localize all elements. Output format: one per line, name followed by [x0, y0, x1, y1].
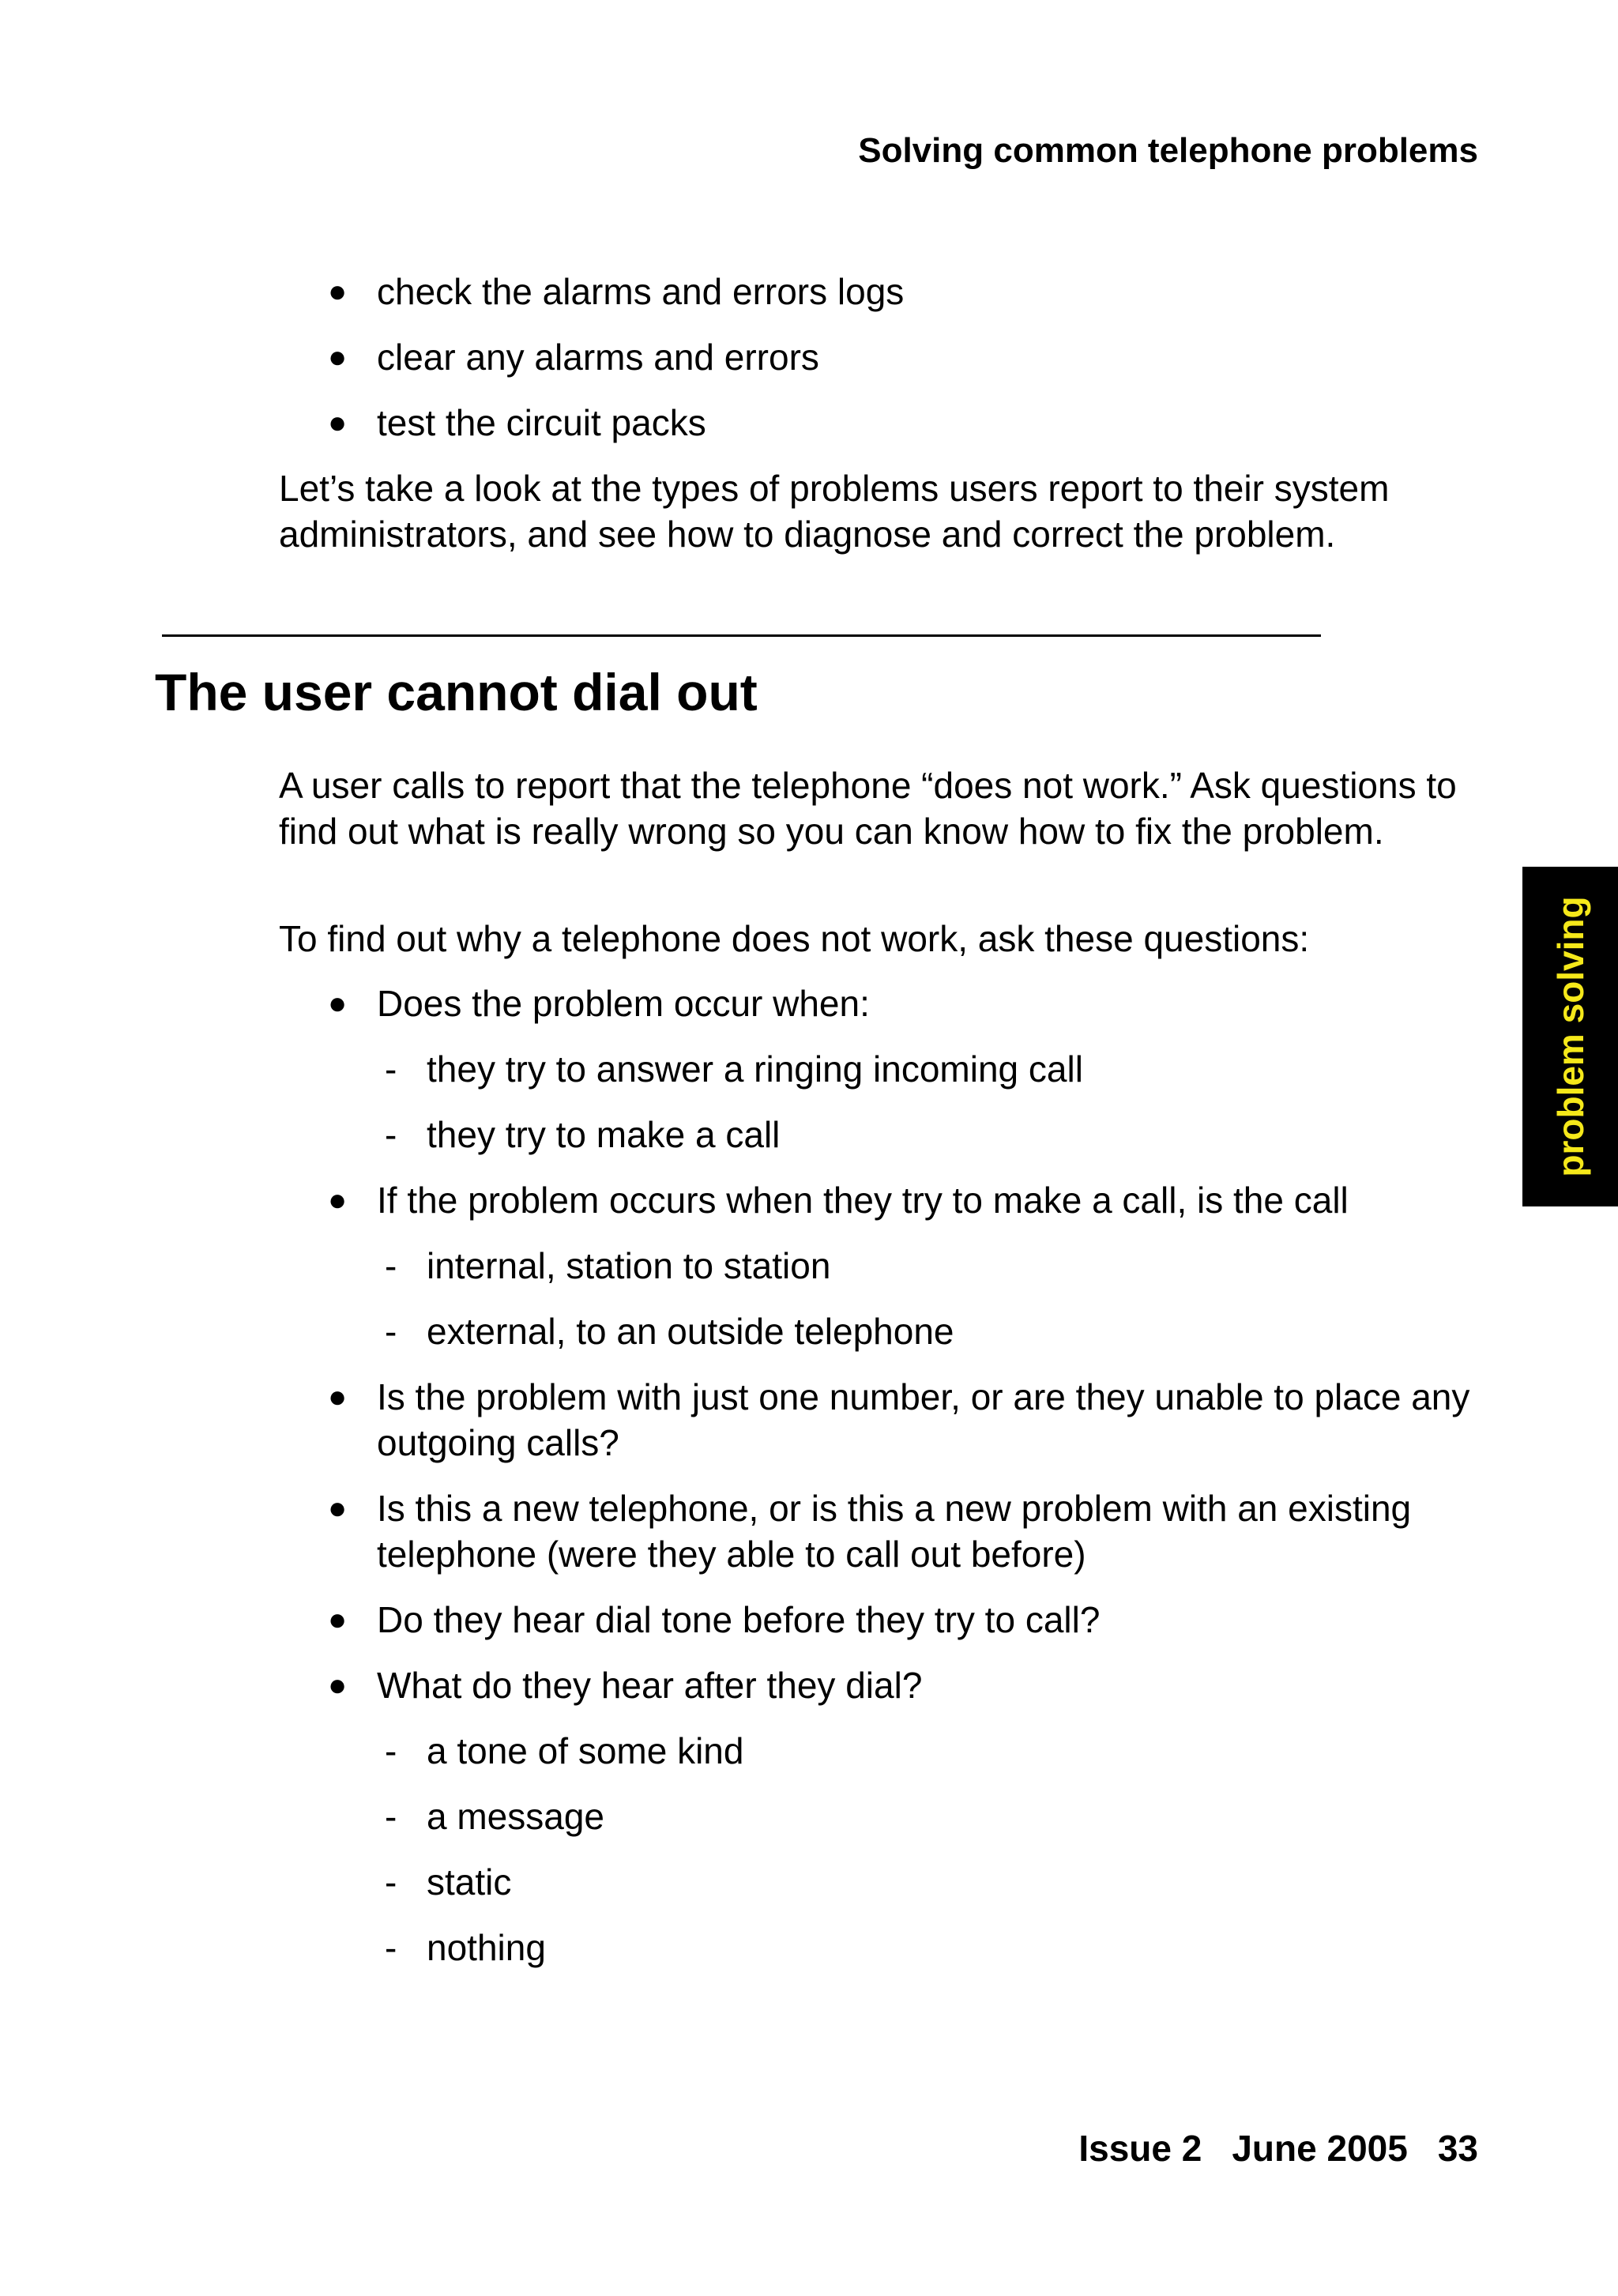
- sub-item-text: nothing: [427, 1927, 546, 1968]
- bullet-icon: ●: [328, 1183, 348, 1218]
- question-text: If the problem occurs when they try to make a call, is the call: [377, 1180, 1349, 1221]
- bullet-icon: ●: [328, 1668, 348, 1703]
- page-footer: [1078, 2127, 1478, 2170]
- bullet-icon: ●: [328, 274, 348, 309]
- dash-icon: -: [385, 1245, 397, 1286]
- bullet-icon: ●: [328, 1602, 348, 1637]
- question-text: Is this a new telephone, or is this a new problem with an existing telephone (were they able to call out before): [377, 1488, 1412, 1575]
- sub-item-text: they try to make a call: [427, 1114, 781, 1155]
- dash-icon: -: [385, 1927, 397, 1968]
- side-tab-label: problem solving: [1549, 896, 1591, 1177]
- footer-issue: Issue 2: [1078, 2128, 1202, 2169]
- list-item-text: test the circuit packs: [377, 402, 706, 443]
- sub-item-text: external, to an outside telephone: [427, 1311, 954, 1352]
- sub-item-text: static: [427, 1861, 512, 1903]
- dash-icon: -: [385, 1796, 397, 1837]
- running-header: Solving common telephone problems: [858, 131, 1478, 170]
- question-text: Do they hear dial tone before they try to call?: [377, 1599, 1101, 1640]
- dash-icon: -: [385, 1730, 397, 1771]
- question-text: Does the problem occur when:: [377, 983, 870, 1024]
- section-paragraph: A user calls to report that the telephone “does not work.” Ask questions to find out what is really wrong so you can know how to fix the problem.: [279, 765, 1457, 852]
- sub-item-text: internal, station to station: [427, 1245, 831, 1286]
- bullet-icon: ●: [328, 1379, 348, 1414]
- bullet-icon: ●: [328, 405, 348, 440]
- section-title: The user cannot dial out: [155, 663, 758, 721]
- bullet-icon: ●: [328, 340, 348, 375]
- sub-item-text: they try to answer a ringing incoming call: [427, 1048, 1083, 1090]
- intro-paragraph: Let’s take a look at the types of problems users report to their system administrators, and see how to diagnose and correct the problem.: [279, 468, 1390, 555]
- page-number: 33: [1437, 2128, 1478, 2169]
- list-item-text: check the alarms and errors logs: [377, 271, 905, 312]
- sub-item-text: a tone of some kind: [427, 1730, 744, 1771]
- section-divider: [162, 634, 1321, 637]
- footer-date: June 2005: [1232, 2128, 1408, 2169]
- bullet-icon: ●: [328, 986, 348, 1021]
- sub-item-text: a message: [427, 1796, 605, 1837]
- question-text: Is the problem with just one number, or are they unable to place any outgoing calls?: [377, 1376, 1470, 1463]
- dash-icon: -: [385, 1311, 397, 1352]
- section-side-tab: [1522, 867, 1618, 1206]
- question-text: What do they hear after they dial?: [377, 1665, 923, 1706]
- list-item-text: clear any alarms and errors: [377, 337, 819, 378]
- dash-icon: -: [385, 1048, 397, 1090]
- questions-intro-paragraph: To find out why a telephone does not work, ask these questions:: [279, 918, 1310, 959]
- dash-icon: -: [385, 1861, 397, 1903]
- bullet-icon: ●: [328, 1491, 348, 1526]
- dash-icon: -: [385, 1114, 397, 1155]
